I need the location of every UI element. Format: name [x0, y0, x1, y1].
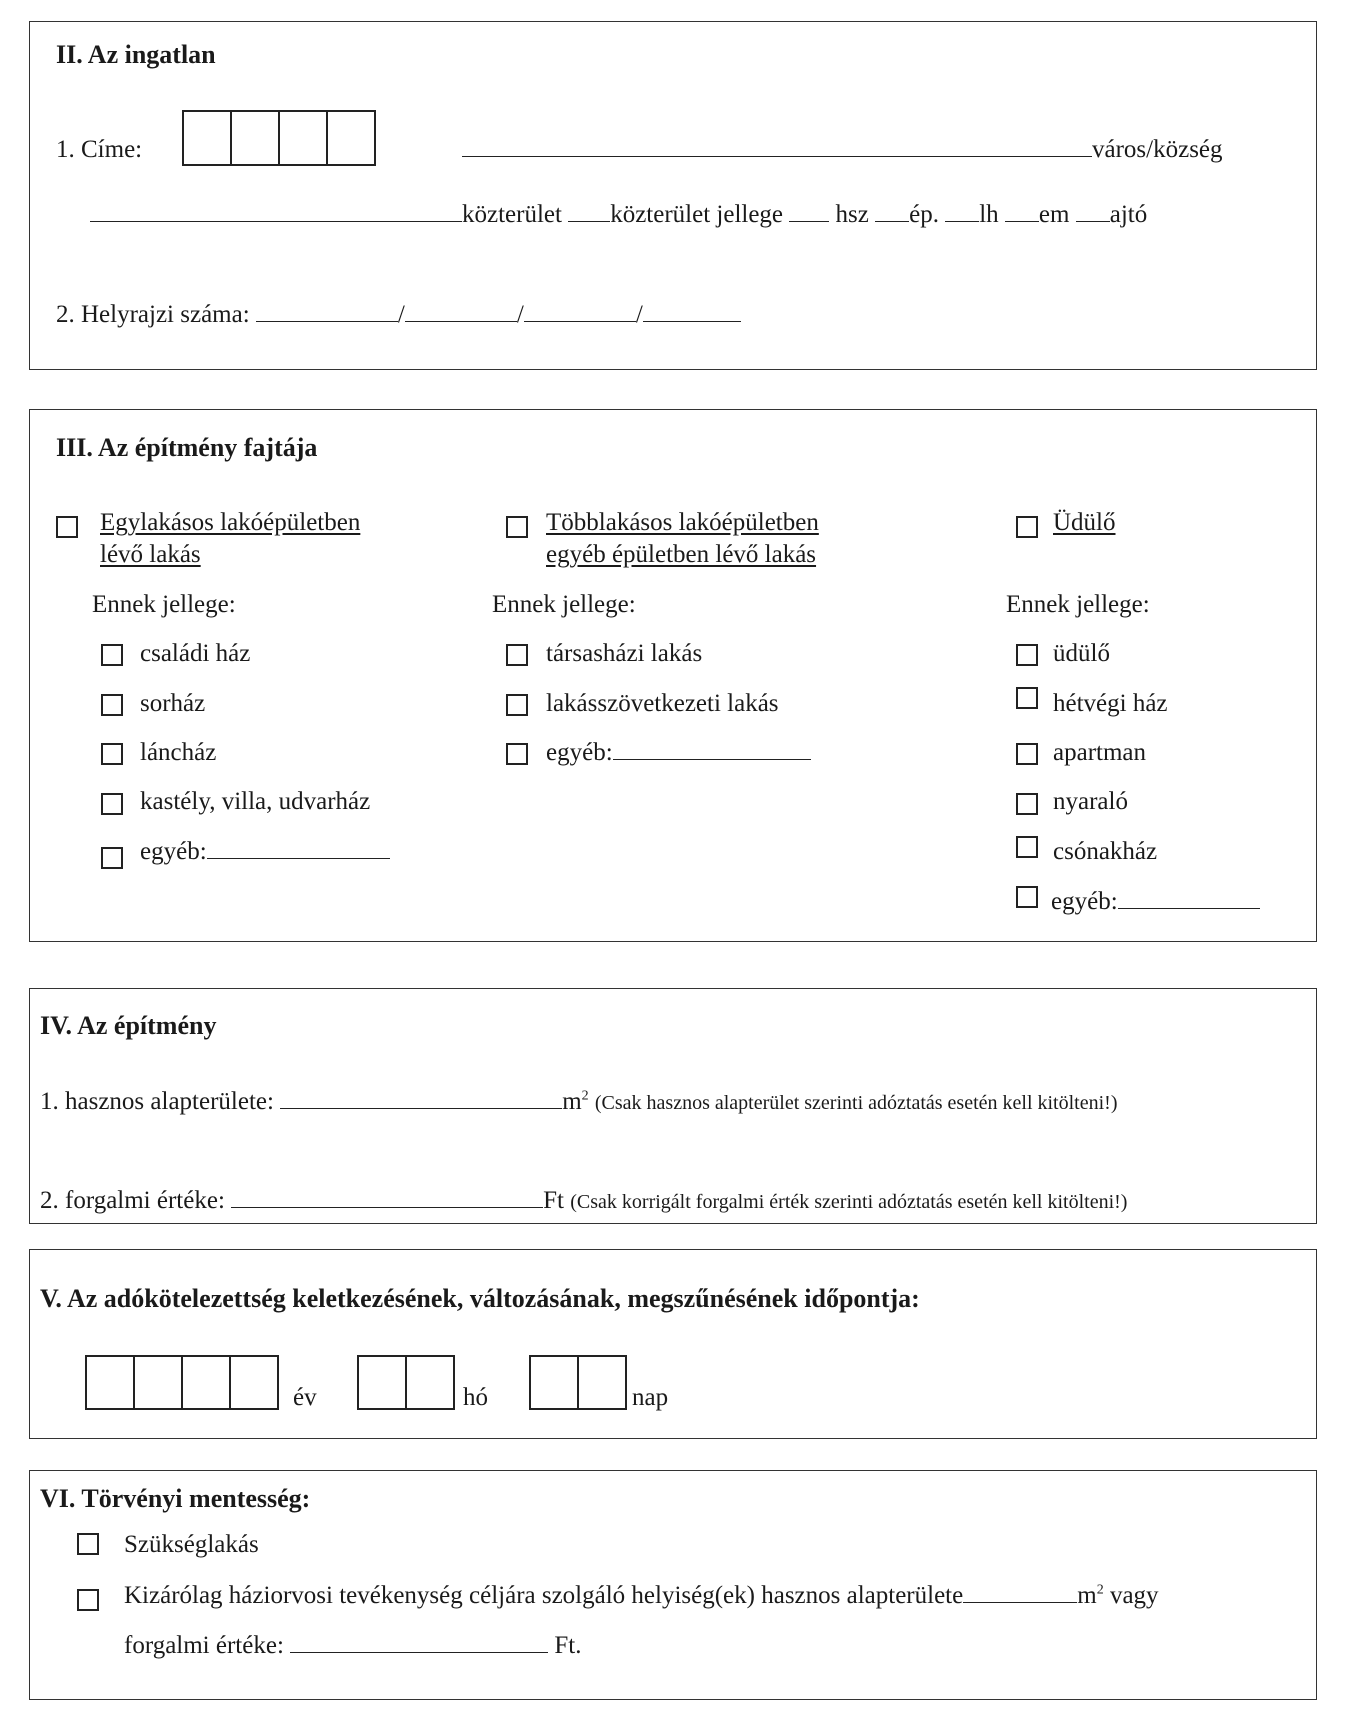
haziorvosi-unit [1077, 1582, 1103, 1609]
area-row [40, 1088, 1117, 1116]
col2-egyeb-row [546, 739, 811, 767]
hrsz-slash-1: / [397, 301, 405, 328]
year-boxes [85, 1355, 277, 1410]
checkbox-szukseglakas[interactable] [77, 1533, 99, 1555]
label-apartman: apartman [1053, 739, 1147, 766]
day-boxes [529, 1355, 625, 1410]
value-unit: Ft [543, 1187, 564, 1214]
postal-code-digit-3[interactable] [278, 110, 328, 166]
hsz-label: hsz [835, 201, 869, 228]
checkbox-tarsashazi[interactable] [506, 644, 528, 666]
street-name-field[interactable] [90, 201, 462, 222]
checkbox-egylakasos[interactable] [56, 516, 78, 538]
street-type-label: közterület jellege [610, 201, 784, 228]
col1-head-line1: Egylakásos lakóépületben [100, 509, 361, 536]
street-type-field[interactable] [568, 201, 610, 222]
label-haziorvosi: Kizárólag háziorvosi tevékenység céljára szolgáló helyiség(ek) hasznos alapterülete [124, 1582, 964, 1609]
section-v-title: V. Az adókötelezettség keletkezésének, változásának, megszűnésének időpontja: [40, 1284, 920, 1313]
col1-egyeb-row [140, 838, 390, 866]
year-digit-3[interactable] [181, 1355, 231, 1410]
nap-label: nap [632, 1384, 669, 1411]
address-label: 1. Címe: [56, 136, 143, 163]
area-field[interactable] [280, 1088, 562, 1109]
col1-ennek-jellege: Ennek jellege: [92, 591, 236, 618]
house-number-field[interactable] [789, 201, 829, 222]
ev-label: év [293, 1384, 317, 1411]
label-tarsashazi: társasházi lakás [546, 640, 703, 667]
month-boxes [357, 1355, 453, 1410]
label-csaladi-haz: családi ház [140, 640, 251, 667]
area-label: 1. hasznos alapterülete: [40, 1088, 274, 1115]
col2-egyeb-field[interactable] [613, 739, 811, 760]
city-field[interactable] [462, 136, 1092, 157]
haziorvosi-vagy: vagy [1109, 1582, 1159, 1609]
col2-head-line1: Többlakásos lakóépületben [546, 509, 819, 536]
checkbox-hetvegi-haz[interactable] [1016, 687, 1038, 709]
label-lakasszovetkezeti: lakásszövetkezeti lakás [546, 690, 779, 717]
checkbox-haziorvosi[interactable] [77, 1589, 99, 1611]
lh-label: lh [979, 201, 999, 228]
checkbox-kastely[interactable] [101, 793, 123, 815]
hrsz-part-2[interactable] [405, 301, 517, 322]
postal-code-boxes [182, 110, 374, 166]
checkbox-tobblakasos[interactable] [506, 516, 528, 538]
door-field[interactable] [1076, 201, 1110, 222]
hrsz-part-3[interactable] [524, 301, 636, 322]
year-digit-2[interactable] [133, 1355, 183, 1410]
area-note: (Csak hasznos alapterület szerinti adóztatás esetén kell kitölteni!) [594, 1092, 1118, 1114]
checkbox-csonakhaz[interactable] [1016, 836, 1038, 858]
month-digit-1[interactable] [357, 1355, 407, 1410]
postal-code-digit-2[interactable] [230, 110, 280, 166]
haziorvosi-value-label: forgalmi értéke: [124, 1632, 284, 1659]
col3-head-line1: Üdülő [1053, 509, 1116, 536]
staircase-field[interactable] [945, 201, 979, 222]
value-label: 2. forgalmi értéke: [40, 1187, 225, 1214]
col2-ennek-jellege: Ennek jellege: [492, 591, 636, 618]
label-col2-egyeb: egyéb: [546, 739, 613, 766]
label-csonakhaz: csónakház [1053, 838, 1158, 865]
checkbox-col2-egyeb[interactable] [506, 743, 528, 765]
area-unit-m: m [562, 1088, 582, 1115]
checkbox-udulo[interactable] [1016, 644, 1038, 666]
checkbox-lanchaz[interactable] [101, 743, 123, 765]
checkbox-col3-egyeb[interactable] [1016, 886, 1038, 908]
section-vi-title: VI. Törvényi mentesség: [40, 1484, 311, 1513]
haziorvosi-area-field[interactable] [963, 1582, 1077, 1603]
hrsz-part-1[interactable] [256, 301, 398, 322]
col3-egyeb-field[interactable] [1118, 888, 1260, 909]
postal-code-digit-4[interactable] [326, 110, 376, 166]
col1-egyeb-field[interactable] [207, 838, 390, 859]
value-note: (Csak korrigált forgalmi érték szerinti adóztatás esetén kell kitölteni!) [570, 1191, 1128, 1213]
col3-egyeb-row [1051, 888, 1260, 916]
value-field[interactable] [231, 1187, 543, 1208]
area-unit [562, 1088, 588, 1115]
ajto-label: ajtó [1109, 201, 1148, 228]
haziorvosi-row [124, 1582, 1159, 1610]
area-unit-sup: 2 [581, 1088, 589, 1104]
hrsz-slash-3: / [635, 301, 643, 328]
day-digit-2[interactable] [577, 1355, 627, 1410]
checkbox-apartman[interactable] [1016, 743, 1038, 765]
haziorvosi-unit-m: m [1077, 1582, 1097, 1609]
year-digit-1[interactable] [85, 1355, 135, 1410]
hrsz-slash-2: / [516, 301, 524, 328]
section-iv-title: IV. Az építmény [40, 1011, 217, 1040]
day-digit-1[interactable] [529, 1355, 579, 1410]
postal-code-digit-1[interactable] [182, 110, 232, 166]
label-col3-egyeb: egyéb: [1051, 888, 1118, 915]
checkbox-col1-egyeb[interactable] [101, 847, 123, 869]
checkbox-csaladi-haz[interactable] [101, 644, 123, 666]
street-suffix: közterület [462, 201, 562, 228]
value-row [40, 1187, 1127, 1215]
label-col1-egyeb: egyéb: [140, 838, 207, 865]
hrsz-part-4[interactable] [643, 301, 741, 322]
city-row [462, 136, 1223, 164]
city-suffix: város/község [1092, 136, 1223, 163]
label-kastely: kastély, villa, udvarház [140, 788, 371, 815]
label-udulo: üdülő [1053, 640, 1110, 667]
hrsz-label: 2. Helyrajzi száma: [56, 301, 250, 328]
ho-label: hó [463, 1384, 488, 1411]
haziorvosi-unit-sup: 2 [1096, 1582, 1104, 1598]
year-digit-4[interactable] [229, 1355, 279, 1410]
section-ii-title: II. Az ingatlan [56, 40, 216, 69]
floor-field[interactable] [1005, 201, 1039, 222]
haziorvosi-ft: Ft. [554, 1632, 582, 1659]
label-sorhaz: sorház [140, 690, 206, 717]
street-row [90, 201, 1147, 229]
label-lanchaz: láncház [140, 739, 217, 766]
section-adokotelezettseg [29, 1249, 1317, 1439]
checkbox-sorhaz[interactable] [101, 694, 123, 716]
ep-label: ép. [909, 201, 939, 228]
label-hetvegi-haz: hétvégi ház [1053, 690, 1168, 717]
haziorvosi-value-field[interactable] [290, 1632, 548, 1653]
hrsz-row [56, 301, 741, 329]
building-field[interactable] [875, 201, 909, 222]
section-iii-title: III. Az építmény fajtája [56, 433, 318, 462]
col3-ennek-jellege: Ennek jellege: [1006, 591, 1150, 618]
month-digit-2[interactable] [405, 1355, 455, 1410]
checkbox-nyaralo[interactable] [1016, 793, 1038, 815]
checkbox-udulo-main[interactable] [1016, 516, 1038, 538]
checkbox-lakasszovetkezeti[interactable] [506, 694, 528, 716]
col1-head-line2: lévő lakás [100, 541, 201, 568]
haziorvosi-value-row [124, 1632, 582, 1660]
em-label: em [1038, 201, 1070, 228]
label-nyaralo: nyaraló [1053, 788, 1128, 815]
label-szukseglakas: Szükséglakás [124, 1531, 259, 1558]
col2-head-line2: egyéb épületben lévő lakás [546, 541, 817, 568]
